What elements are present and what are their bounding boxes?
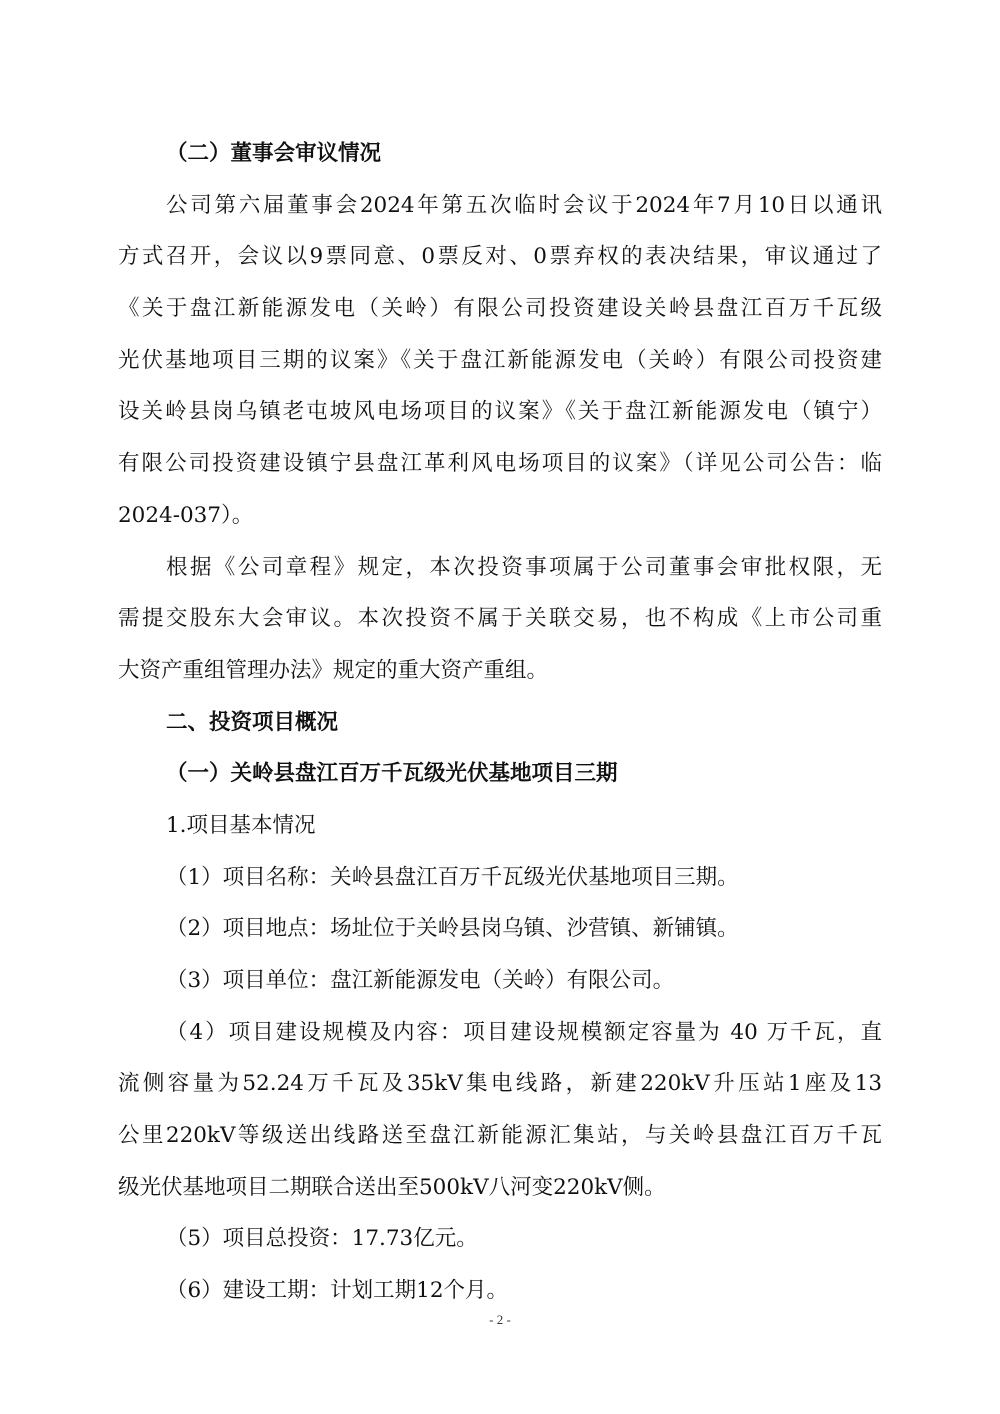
section-heading-project-overview: 二、投资项目概况 xyxy=(166,709,339,735)
paragraph-line: 根据《公司章程》规定，本次投资事项属于公司董事会审批权限，无 xyxy=(166,554,882,580)
page-number: - 2 - xyxy=(489,1312,511,1327)
list-item-project-location: （2）项目地点：场址位于关岭县岗乌镇、沙营镇、新铺镇。 xyxy=(166,916,739,942)
paragraph-line: 公司第六届董事会2024年第五次临时会议于2024年7月10日以通讯 xyxy=(166,192,882,218)
section-heading-board-review: （二）董事会审议情况 xyxy=(166,141,382,166)
subsection-heading-pv-base-phase3: （一）关岭县盘江百万千瓦级光伏基地项目三期 xyxy=(166,761,618,787)
item-heading-basic-info: 1.项目基本情况 xyxy=(166,812,316,838)
paragraph-line: 设关岭县岗乌镇老屯坡风电场项目的议案》《关于盘江新能源发电（镇宁） xyxy=(118,399,882,425)
list-item-project-name: （1）项目名称：关岭县盘江百万千瓦级光伏基地项目三期。 xyxy=(166,864,739,890)
paragraph-line: 2024-037）。 xyxy=(118,502,254,528)
paragraph-line: 公里220kV等级送出线路送至盘江新能源汇集站，与关岭县盘江百万千瓦 xyxy=(118,1123,882,1149)
list-item-project-scale: （4）项目建设规模及内容：项目建设规模额定容量为 40 万千瓦，直 xyxy=(166,1019,882,1045)
document-body xyxy=(118,128,882,1317)
list-item-project-unit: （3）项目单位：盘江新能源发电（关岭）有限公司。 xyxy=(166,968,675,993)
paragraph-line: 需提交股东大会审议。本次投资不属于关联交易，也不构成《上市公司重 xyxy=(118,606,882,632)
paragraph-line: 光伏基地项目三期的议案》《关于盘江新能源发电（关岭）有限公司投资建 xyxy=(118,347,882,373)
paragraph-line: 级光伏基地项目二期联合送出至500kV八河变220kV侧。 xyxy=(118,1174,666,1200)
list-item-total-investment: （5）项目总投资：17.73亿元。 xyxy=(166,1226,478,1252)
paragraph-line: 方式召开，会议以9票同意、0票反对、0票弃权的表决结果，审议通过了 xyxy=(118,244,882,270)
paragraph-line: 大资产重组管理办法》规定的重大资产重组。 xyxy=(118,657,549,683)
paragraph-line: 《关于盘江新能源发电（关岭）有限公司投资建设关岭县盘江百万千瓦级 xyxy=(118,296,882,322)
list-item-construction-period: （6）建设工期：计划工期12个月。 xyxy=(166,1278,509,1304)
paragraph-line: 有限公司投资建设镇宁县盘江革利风电场项目的议案》（详见公司公告：临 xyxy=(118,451,882,477)
paragraph-line: 流侧容量为52.24万千瓦及35kV集电线路，新建220kV升压站1座及13 xyxy=(118,1071,882,1097)
